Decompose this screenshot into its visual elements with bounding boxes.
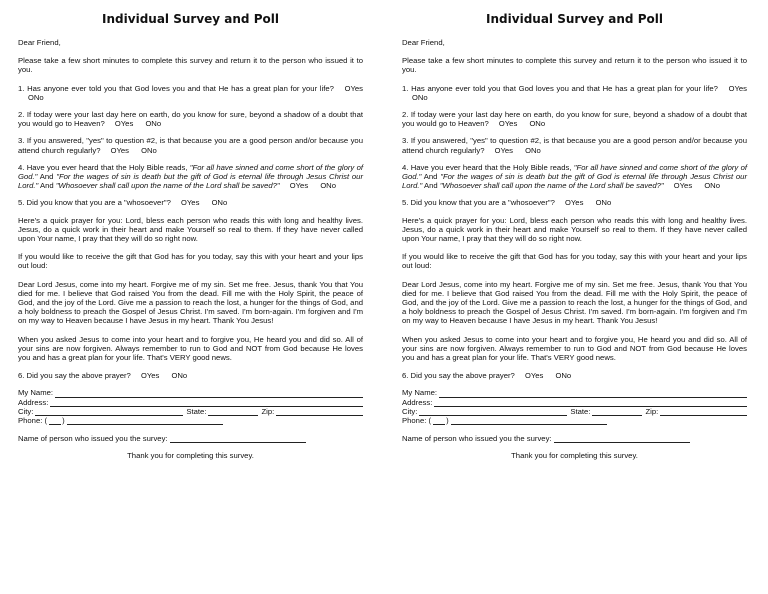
phone-row	[402, 416, 747, 425]
radio-circle-icon: O	[28, 92, 34, 102]
radio-circle-icon: O	[555, 371, 562, 381]
phone-paren: )	[62, 416, 65, 426]
radio-circle-icon: O	[171, 371, 178, 381]
radio-circle-icon: O	[289, 181, 296, 191]
issuer-row	[18, 434, 363, 443]
thank-you-text: Thank you for completing this survey.	[127, 451, 254, 461]
q4-yes-option[interactable]: OYes	[289, 181, 309, 191]
contact-form	[18, 388, 363, 425]
q2-no-option[interactable]: ONo	[145, 119, 162, 129]
name-row	[402, 388, 747, 397]
phone-field[interactable]	[451, 417, 607, 425]
prayer-intro: Here's a quick prayer for you: Lord, bless each person who reads this with long and healthy lives. Jesus, do a quick work in their heart and make Yourself so real to them. If they have never called upon Your name, I pray that they will do so right now.	[18, 215, 363, 244]
q4-no-option[interactable]: ONo	[320, 181, 336, 191]
radio-circle-icon: O	[494, 145, 501, 155]
name-label: My Name:	[18, 388, 54, 398]
radio-circle-icon: O	[211, 198, 218, 208]
q5-no-option[interactable]: ONo	[595, 198, 612, 208]
q3-no-option[interactable]: ONo	[525, 145, 541, 155]
q5-no-option[interactable]: ONo	[211, 198, 228, 208]
survey-title: Individual Survey and Poll	[486, 12, 663, 26]
question-2: 2. If today were your last day here on earth, do you know for sure, beyond a shadow of a doubt that you would go to Heaven? OYes ONo	[402, 110, 747, 129]
state-label: State:	[186, 406, 207, 416]
radio-circle-icon: O	[110, 145, 117, 155]
question-2: 2. If today were your last day here on earth, do you know for sure, beyond a shadow of a doubt that you would go to Heaven? OYes ONo	[18, 110, 363, 129]
name-field[interactable]	[439, 390, 747, 398]
state-field[interactable]	[208, 408, 258, 416]
q2-no-option[interactable]: ONo	[529, 119, 546, 129]
q2-yes-option[interactable]: OYes	[498, 119, 518, 129]
radio-circle-icon: O	[181, 198, 187, 208]
issuer-label: Name of person who issued you the survey:	[402, 434, 552, 444]
contact-form	[402, 388, 747, 425]
zip-field[interactable]	[276, 408, 363, 416]
phone-label: Phone: (	[18, 416, 48, 426]
area-code-field[interactable]	[433, 417, 445, 425]
phone-field[interactable]	[67, 417, 223, 425]
question-4: 4. Have you ever heard that the Holy Bible reads, "For all have sinned and come short of the glory of God." And "For the wages of sin is death but the gift of God is eternal life through Jesus Christ our Lord." And "Whosoever shall call upon the name of the Lord shall be saved?" OYes ONo	[402, 162, 748, 191]
q1-yes-option[interactable]: OYes	[728, 83, 747, 93]
radio-circle-icon: O	[412, 92, 418, 102]
address-row	[18, 398, 363, 407]
receive-gift-text: If you would like to receive the gift that God has for you today, say this with your heart and your lips out loud:	[18, 252, 363, 271]
q5-yes-option[interactable]: OYes	[181, 198, 200, 208]
city-label: City:	[18, 406, 34, 416]
radio-circle-icon: O	[498, 119, 505, 129]
phone-paren: )	[446, 416, 449, 426]
closing-text: When you asked Jesus to come into your heart and to forgive you, He heard you and did so. All of your sins are now forgiven. Always remember to run to God and NOT from God because He loves you and has a great plan for your life. That's VERY good news.	[18, 334, 363, 363]
radio-circle-icon: O	[704, 181, 711, 191]
question-4: 4. Have you ever heard that the Holy Bible reads, "For all have sinned and come short of the glory of God." And "For the wages of sin is death but the gift of God is eternal life through Jesus Christ our Lord." And "Whosoever shall call upon the name of the Lord shall be saved?" OYes ONo	[18, 162, 364, 191]
issuer-field[interactable]	[170, 435, 306, 443]
q1-no-option[interactable]: ONo	[412, 92, 428, 102]
radio-circle-icon: O	[145, 119, 152, 129]
city-field[interactable]	[419, 408, 567, 416]
radio-circle-icon: O	[114, 119, 121, 129]
phone-row	[18, 416, 363, 425]
q1-no-option[interactable]: ONo	[28, 92, 44, 102]
q3-no-option[interactable]: ONo	[141, 145, 157, 155]
question-3: 3. If you answered, "yes" to question #2, is that because you are a good person and/or because you attend church regularly? OYes ONo	[402, 136, 747, 155]
closing-text: When you asked Jesus to come into your heart and to forgive you, He heard you and did so. All of your sins are now forgiven. Always remember to run to God and NOT from God because He loves you and has a great plan for your life. That's VERY good news.	[402, 334, 747, 363]
q5-yes-option[interactable]: OYes	[565, 198, 584, 208]
q3-yes-option[interactable]: OYes	[494, 145, 514, 155]
question-5: 5. Did you know that you are a "whosoever"? OYes ONo	[402, 198, 612, 208]
address-row	[402, 398, 747, 407]
name-field[interactable]	[55, 390, 363, 398]
radio-circle-icon: O	[595, 198, 602, 208]
greeting: Dear Friend,	[402, 38, 445, 47]
question-6: 6. Did you say the above prayer? OYes ONo	[18, 371, 188, 381]
q6-no-option[interactable]: ONo	[555, 371, 572, 381]
address-field[interactable]	[50, 399, 363, 407]
intro-text: Please take a few short minutes to complete this survey and return it to the person who issued it to you.	[18, 56, 363, 75]
q4-no-option[interactable]: ONo	[704, 181, 720, 191]
name-label: My Name:	[402, 388, 438, 398]
radio-circle-icon: O	[524, 371, 531, 381]
prayer-intro: Here's a quick prayer for you: Lord, bless each person who reads this with long and healthy lives. Jesus, do a quick work in their heart and make Yourself so real to them. If they have never called upon Your name, I pray that they will do so right now.	[402, 215, 747, 244]
prayer-text: Dear Lord Jesus, come into my heart. Forgive me of my sin. Set me free. Jesus, thank You that You died for me. I believe that God raised You from the dead. Fill me with the Holy Spirit, the peace of God, and the joy of the Lord. Give me a passion to reach the lost, a hunger for the things of God, and a holy boldness to preach the Gospel of Jesus Christ. I'm saved. I'm born-again. I'm forgiven and I'm on my way to Heaven because I have Jesus in my heart. Thank You Jesus!	[18, 279, 363, 326]
phone-label: Phone: (	[402, 416, 432, 426]
state-field[interactable]	[592, 408, 642, 416]
zip-field[interactable]	[660, 408, 747, 416]
zip-label: Zip:	[645, 406, 659, 416]
state-label: State:	[570, 406, 591, 416]
intro-text: Please take a few short minutes to complete this survey and return it to the person who issued it to you.	[402, 56, 747, 75]
issuer-row	[402, 434, 747, 443]
q6-yes-option[interactable]: OYes	[524, 371, 544, 381]
radio-circle-icon: O	[728, 83, 735, 93]
city-row	[402, 407, 747, 416]
radio-circle-icon: O	[565, 198, 571, 208]
radio-circle-icon: O	[673, 181, 680, 191]
radio-circle-icon: O	[320, 181, 327, 191]
question-5: 5. Did you know that you are a "whosoever"? OYes ONo	[18, 198, 228, 208]
greeting: Dear Friend,	[18, 38, 61, 47]
survey-copy-right	[402, 12, 747, 461]
zip-label: Zip:	[261, 406, 275, 416]
survey-title: Individual Survey and Poll	[102, 12, 279, 26]
area-code-field[interactable]	[49, 417, 61, 425]
q4-yes-option[interactable]: OYes	[673, 181, 693, 191]
prayer-text: Dear Lord Jesus, come into my heart. Forgive me of my sin. Set me free. Jesus, thank You that You died for me. I believe that God raised You from the dead. Fill me with the Holy Spirit, the peace of God, and the joy of the Lord. Give me a passion to reach the lost, a hunger for the things of God, and a holy boldness to preach the Gospel of Jesus Christ. I'm saved. I'm born-again. I'm forgiven and I'm on my way to Heaven because I have Jesus in my heart. Thank You Jesus!	[402, 279, 747, 326]
thank-you-text: Thank you for completing this survey.	[511, 451, 638, 461]
q6-no-option[interactable]: ONo	[171, 371, 188, 381]
city-row	[18, 407, 363, 416]
address-field[interactable]	[434, 399, 747, 407]
radio-circle-icon: O	[525, 145, 531, 155]
issuer-field[interactable]	[554, 435, 690, 443]
radio-circle-icon: O	[140, 371, 147, 381]
question-1: 1. Has anyone ever told you that God loves you and that He has a great plan for your life? OYes ONo	[18, 83, 363, 102]
address-label: Address:	[402, 397, 433, 407]
name-row	[18, 388, 363, 397]
address-label: Address:	[18, 397, 49, 407]
radio-circle-icon: O	[529, 119, 536, 129]
radio-circle-icon: O	[141, 145, 147, 155]
radio-circle-icon: O	[344, 83, 351, 93]
question-3: 3. If you answered, "yes" to question #2, is that because you are a good person and/or because you attend church regularly? OYes ONo	[18, 136, 363, 155]
question-6: 6. Did you say the above prayer? OYes ONo	[402, 371, 572, 381]
q2-yes-option[interactable]: OYes	[114, 119, 134, 129]
q1-yes-option[interactable]: OYes	[344, 83, 363, 93]
receive-gift-text: If you would like to receive the gift that God has for you today, say this with your heart and your lips out loud:	[402, 252, 747, 271]
survey-copy-left	[18, 12, 363, 461]
issuer-label: Name of person who issued you the survey:	[18, 434, 168, 444]
q6-yes-option[interactable]: OYes	[140, 371, 160, 381]
city-label: City:	[402, 406, 418, 416]
city-field[interactable]	[35, 408, 183, 416]
question-1: 1. Has anyone ever told you that God loves you and that He has a great plan for your life? OYes ONo	[402, 83, 747, 102]
q3-yes-option[interactable]: OYes	[110, 145, 130, 155]
